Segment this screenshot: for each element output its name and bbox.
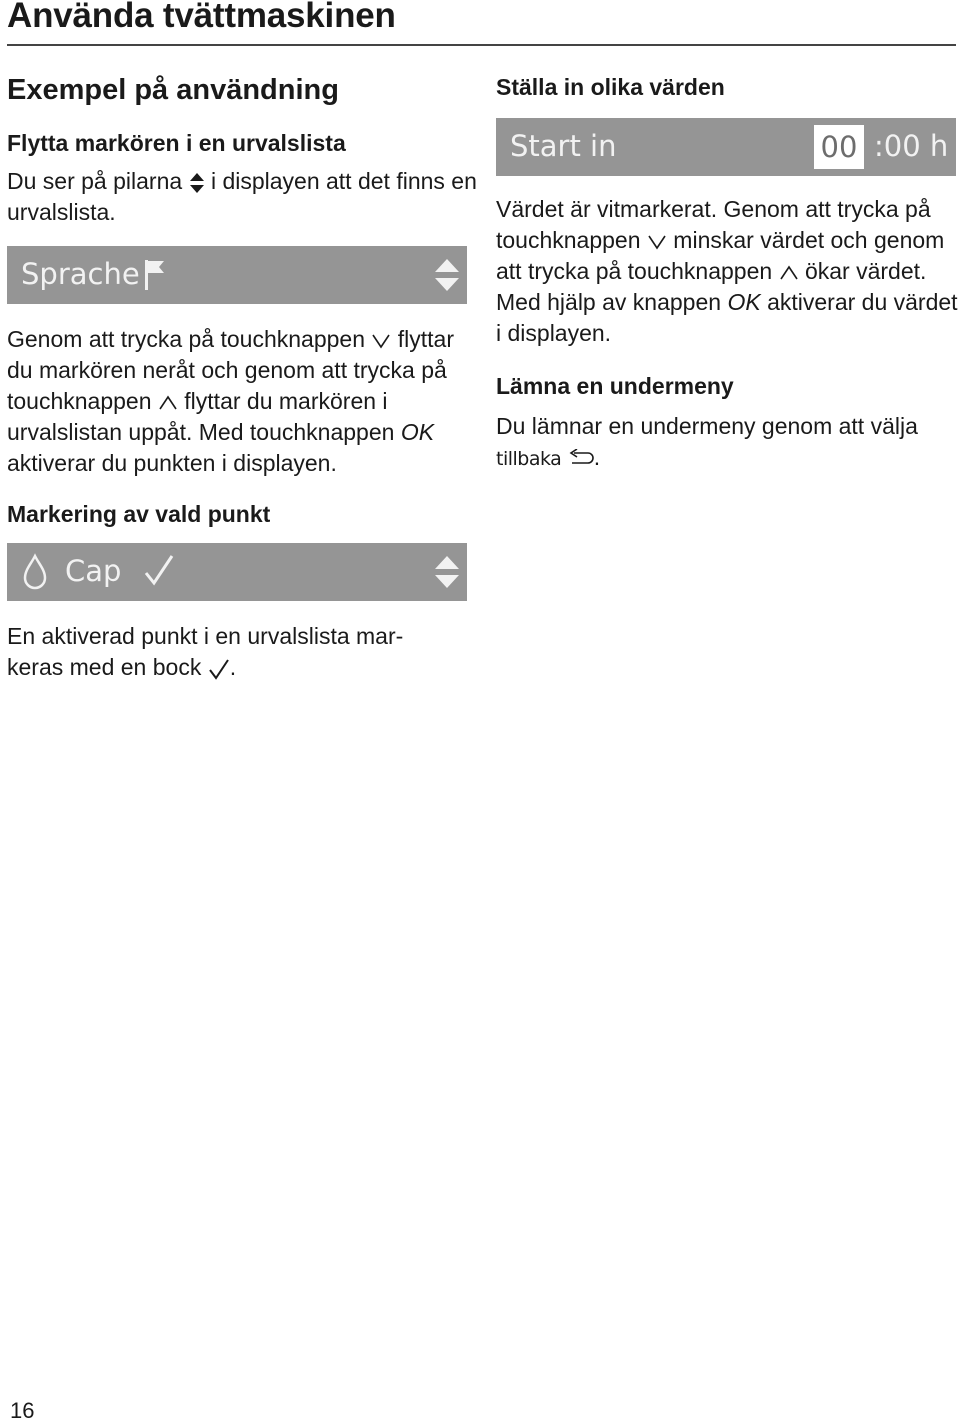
marking-description: En aktiverad punkt i en urvalslista mar- keras med en bock . <box>7 623 404 680</box>
set-values-description: Värdet är vitmarkerat. Genom att trycka på touchknappen minskar värdet och genom att trycka på touchknappen ökar värdet. Med hjälp av knappen OK aktiverar du värdet i displayen. <box>496 196 958 346</box>
page-title: Använda tvättmaskinen <box>7 0 396 35</box>
marking-heading: Markering av vald punkt <box>7 501 271 527</box>
language-display <box>7 246 467 304</box>
hours-value-highlighted: 00 <box>814 125 864 169</box>
chevron-up-icon <box>779 264 799 282</box>
cap-display <box>7 543 467 601</box>
leave-submenu-description: Du lämnar en undermeny genom att välja tillbaka . <box>496 413 918 470</box>
section-title: Exempel på användning <box>7 74 339 106</box>
move-cursor-heading: Flytta markören i en urvalslista <box>7 130 346 156</box>
back-arrow-icon <box>568 449 594 469</box>
display-label: Cap <box>65 554 122 588</box>
flag-icon <box>143 258 167 292</box>
minutes-value: :00 h <box>874 129 949 163</box>
move-cursor-description: Genom att trycka på touchknappen flyttar du markören neråt och genom att trycka på touchknappen flyttar du markören i urvalslistan uppåt. Med touchknappen OK aktiverar du punkten i displayen. <box>7 326 455 476</box>
chevron-down-icon <box>371 332 391 350</box>
checkmark-icon <box>208 658 230 680</box>
move-cursor-intro: Du ser på pilarna i displayen att det finns en urvalslista. <box>7 168 477 225</box>
leave-submenu-heading: Lämna en undermeny <box>496 373 734 399</box>
scroll-arrows-icon <box>434 258 460 292</box>
left-column <box>7 70 477 683</box>
scroll-arrows-icon <box>434 555 460 589</box>
back-label: tillbaka <box>496 448 562 470</box>
header-divider <box>7 44 956 46</box>
display-label: Sprache <box>21 257 140 291</box>
display-label: Start in <box>510 129 617 163</box>
chevron-up-icon <box>158 394 178 412</box>
right-column <box>496 70 958 475</box>
set-values-heading: Ställa in olika värden <box>496 74 725 100</box>
chevron-down-icon <box>647 233 667 251</box>
up-down-arrows-icon <box>189 172 205 194</box>
drop-icon <box>21 553 49 591</box>
checkmark-icon <box>143 553 175 587</box>
start-in-display <box>496 118 956 176</box>
page-number: 16 <box>10 1398 35 1423</box>
